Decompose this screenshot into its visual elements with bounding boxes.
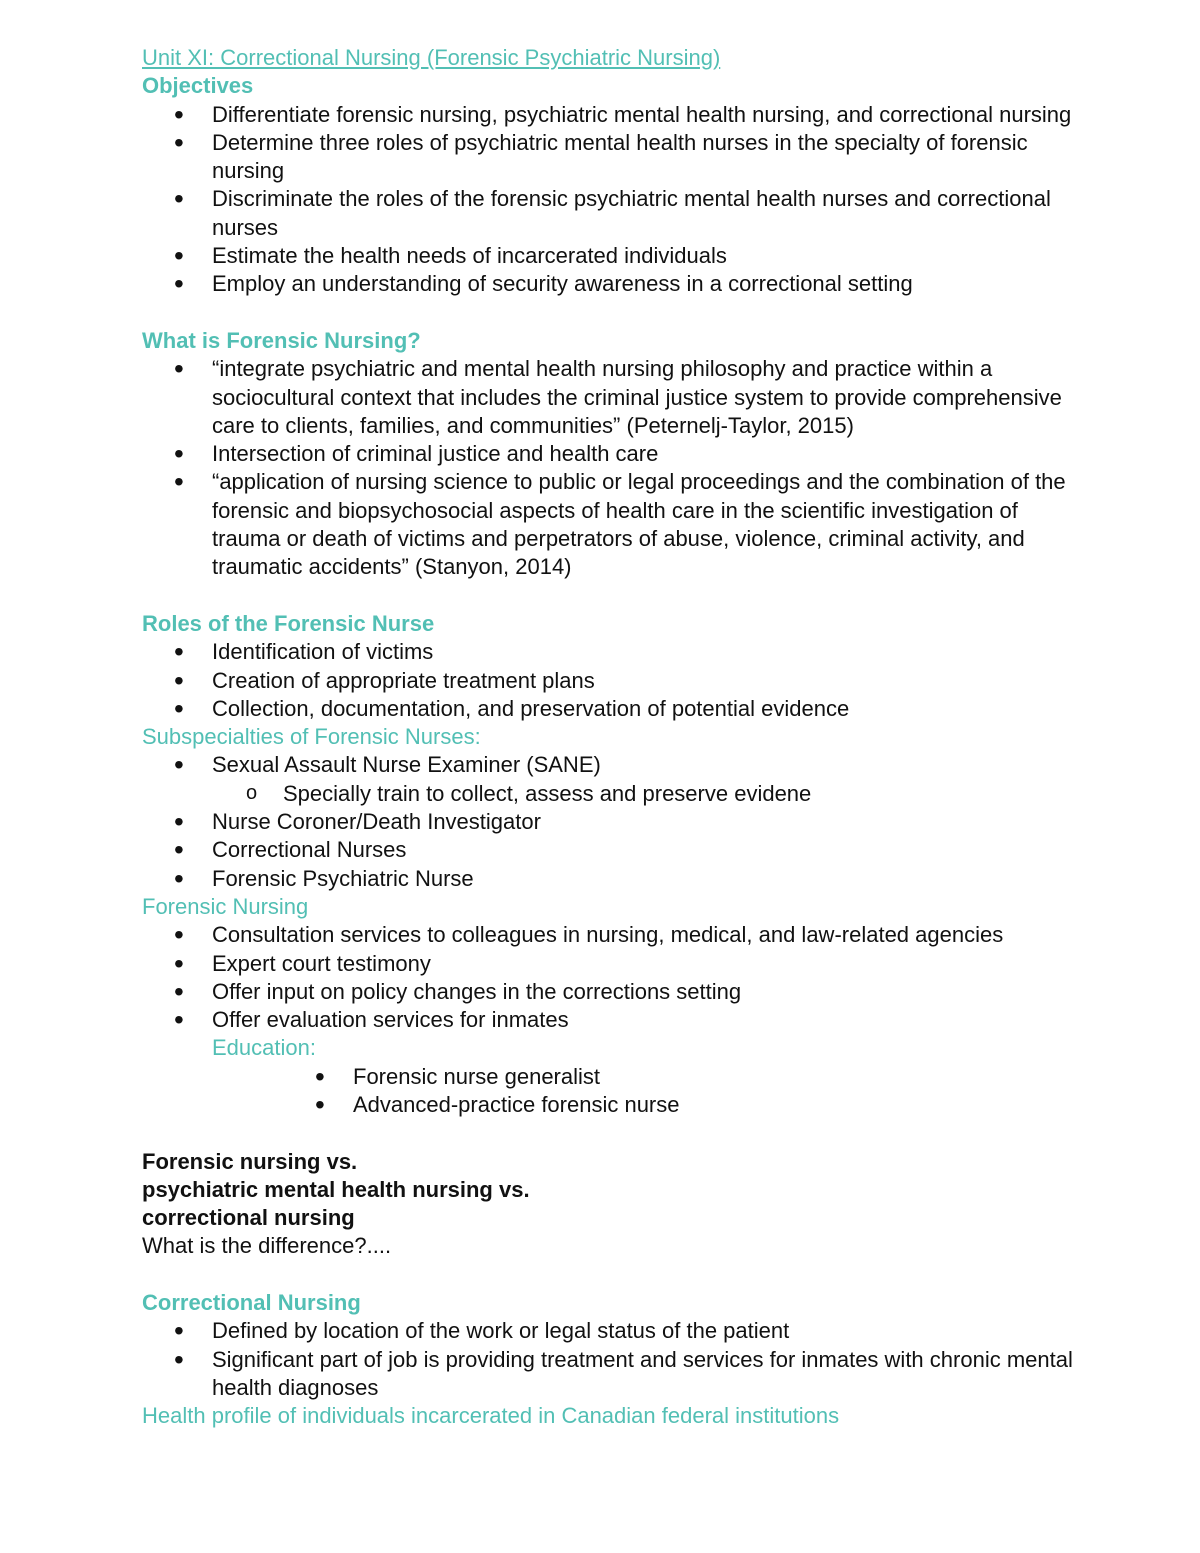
objectives-list — [142, 101, 1082, 299]
spacer — [142, 582, 1082, 610]
list-item: • Estimate the health needs of incarcerated individuals — [142, 242, 1082, 270]
list-item: • Creation of appropriate treatment plans — [142, 667, 1082, 695]
spacer — [142, 1119, 1082, 1147]
roles-list — [142, 638, 1082, 723]
list-item: • Offer evaluation services for inmates — [142, 1006, 1082, 1034]
list-item: • Expert court testimony — [142, 950, 1082, 978]
subspecialties-list — [142, 751, 1082, 779]
what-is-list — [142, 355, 1082, 581]
list-item: • Defined by location of the work or legal status of the patient — [142, 1317, 1082, 1345]
list-item: • Forensic Psychiatric Nurse — [142, 865, 1082, 893]
versus-line-3: correctional nursing — [142, 1205, 355, 1231]
sane-sublist — [142, 780, 1082, 808]
list-item: • Identification of victims — [142, 638, 1082, 666]
versus-question: What is the difference?.... — [142, 1233, 392, 1259]
spacer — [142, 1261, 1082, 1289]
list-item: • Offer input on policy changes in the corrections setting — [142, 978, 1082, 1006]
forensic-nursing-list — [142, 921, 1082, 1034]
list-item: • Significant part of job is providing treatment and services for inmates with chronic mental health diagnoses — [142, 1346, 1082, 1403]
list-item: • Collection, documentation, and preservation of potential evidence — [142, 695, 1082, 723]
what-is-heading: What is Forensic Nursing? — [142, 327, 421, 353]
document-content — [142, 44, 1082, 1431]
sub-list-item: o Specially train to collect, assess and preserve evidene — [142, 780, 1082, 808]
list-item: • Employ an understanding of security awareness in a correctional setting — [142, 270, 1082, 298]
list-item: • Forensic nurse generalist — [142, 1063, 1082, 1091]
list-item: • Advanced-practice forensic nurse — [142, 1091, 1082, 1119]
list-item: • Differentiate forensic nursing, psychiatric mental health nursing, and correctional nursing — [142, 101, 1082, 129]
subspecialties-list-continued — [142, 808, 1082, 893]
list-item: • Nurse Coroner/Death Investigator — [142, 808, 1082, 836]
list-item: • Determine three roles of psychiatric mental health nurses in the specialty of forensic nursing — [142, 129, 1082, 186]
objectives-heading: Objectives — [142, 73, 254, 99]
list-item: • Sexual Assault Nurse Examiner (SANE) — [142, 751, 1082, 779]
versus-line-2: psychiatric mental health nursing vs. — [142, 1176, 530, 1202]
roles-heading: Roles of the Forensic Nurse — [142, 610, 435, 636]
list-item: • Discriminate the roles of the forensic psychiatric mental health nurses and correctional nurses — [142, 185, 1082, 242]
document-title: Unit XI: Correctional Nursing (Forensic Psychiatric Nursing) — [142, 45, 721, 70]
forensic-nursing-heading: Forensic Nursing — [142, 893, 309, 919]
spacer — [142, 299, 1082, 327]
versus-line-1: Forensic nursing vs. — [142, 1148, 358, 1174]
education-list — [142, 1063, 1082, 1120]
education-heading: Education: — [212, 1035, 316, 1061]
list-item: • Correctional Nurses — [142, 836, 1082, 864]
correctional-list — [142, 1317, 1082, 1402]
list-item: • Consultation services to colleagues in nursing, medical, and law-related agencies — [142, 921, 1082, 949]
list-item: • “integrate psychiatric and mental health nursing philosophy and practice within a sociocultural context that includes the criminal justice system to provide comprehensive care to clients, families, and communities” (Peternelj-Taylor, 2015) — [142, 355, 1082, 440]
list-item: • Intersection of criminal justice and health care — [142, 440, 1082, 468]
subspecialties-heading: Subspecialties of Forensic Nurses: — [142, 724, 481, 750]
correctional-heading: Correctional Nursing — [142, 1290, 361, 1316]
list-item: • “application of nursing science to public or legal proceedings and the combination of the forensic and biopsychosocial aspects of health care in the scientific investigation of trauma or death of victims and perpetrators of abuse, violence, criminal activity, and traumatic accidents” (Stanyon, 2014) — [142, 468, 1082, 581]
health-profile-heading: Health profile of individuals incarcerated in Canadian federal institutions — [142, 1403, 840, 1429]
